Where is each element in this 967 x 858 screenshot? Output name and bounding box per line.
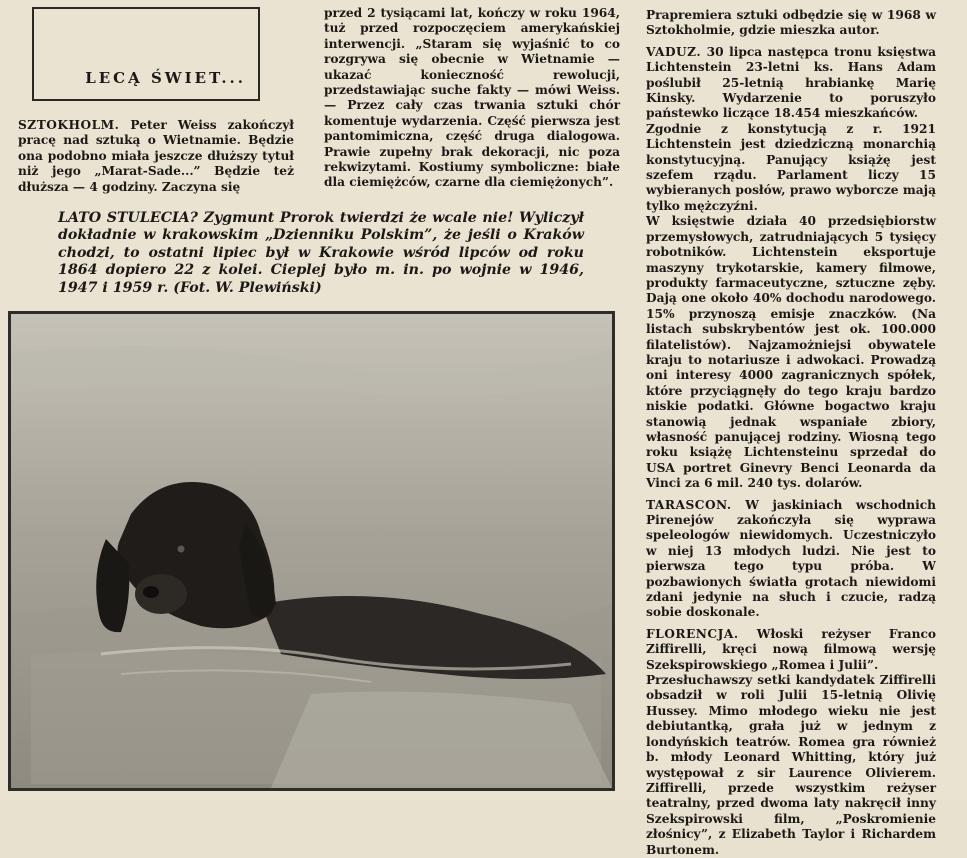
body-text: 30 lipca następca tronu księstwa Lichtenstein 23-letni ks. Hans Adam poślubił 25-letnią hrabiankę Marię Kinsky. Wydarzenie to poruszyło państewko liczące 18.454 mieszkańców. — [646, 44, 936, 121]
paragraph: W księstwie działa 40 przedsiębiorstw przemysłowych, zatrudniających 5 tysięcy robotników. Lichtenstein eksportuje maszyny trykotarskie, kamery filmowe, produkty farmaceutyczne, sztuczne zęby. Dają one około 40% dochodu narodowego. 15% przynoszą emisje znaczków. (Na listach subskrybentów jest ok. 100.000 filatelistów). Najzamożniejsi obywatele kraju to notariusze i adwokaci. Prowadzą oni interesy 4000 zagranicznych spółek, które przyciągnęły do tego kraju bardzo niskie podatki. Główne bogactwo kraju stanowią jednak wspaniałe zbiory, własność panującej rodziny. Wiosną tego roku książę Lichtensteinu sprzedał do USA portret Ginevry Benci Leonarda da Vinci za 6 mil. 240 tys. dolarów. — [646, 214, 936, 491]
section-title: LECĄ ŚWIET... — [85, 69, 246, 87]
body-text: W jaskiniach wschodnich Pirenejów zakończyła się wyprawa speleologów niewidomych. Uczestniczyło w niej 13 młodych ludzi. Nie jest to pierwsza tego typu próba. W pozbawionych światła grotach niewidomi zdani jedynie na słuch i czucie, radzą sobie doskonale. — [646, 497, 936, 620]
article-col2 — [324, 6, 620, 191]
photo-caption: LATO STULECIA? Zygmunt Prorok twierdzi że wcale nie! Wyliczył dokładnie w krakowskim „Dzienniku Polskim”, że jeśli o Kraków chodzi, to ostatni lipiec był w Krakowie wśród lipców od roku 1864 dopiero 22 z kolei. Cieplej było m. in. po wojnie w 1946, 1947 i 1959 r. (Fot. W. Plewiński) — [58, 210, 584, 296]
body-text: Peter Weiss zakończył pracę nad sztuką o Wietnamie. Będzie ona podobno miała jeszcze dłuższy tytuł niż jego „Marat-Sade...” Będzie też dłuższa — 4 godziny. Zaczyna się — [18, 118, 294, 194]
dateline: FLORENCJA. — [646, 626, 739, 641]
dateline: SZTOKHOLM. — [18, 118, 120, 132]
paragraph: Zgodnie z konstytucją z r. 1921 Lichtenstein jest dziedziczną monarchią konstytucyjną. Panujący książę jest szefem rządu. Parlament liczy 15 wybieranych posłów, prawo wyborcze mają tylko mężczyźni. — [646, 121, 936, 213]
paragraph: Przesłuchawszy setki kandydatek Ziffirelli obsadził w roli Julii 15-letnią Olivię Hussey. Mimo młodego wieku nie jest debiutantką, grała już w jednym z londyńskich teatrów. Romea gra również b. młody Leonard Whitting, który już występował z sir Laurence Olivierem. Ziffirelli, przede wszystkim reżyser teatralny, przed dwoma laty nakręcił inny Szekspirowski film, „Poskromienie złośnicy”, z Elizabeth Taylor i Richardem Burtonem. — [646, 673, 936, 857]
body-text: Włoski reżyser Franco Ziffirelli, kręci nową filmową wersję Szekspirowskiego „Romea i Julii”. — [646, 626, 936, 672]
dateline: TARASCON. — [646, 497, 732, 512]
paragraph — [646, 498, 936, 621]
section-title-box — [32, 7, 260, 101]
dateline: VADUZ. — [646, 44, 702, 59]
paragraph: Prapremiera sztuki odbędzie się w 1968 w Sztokholmie, gdzie mieszka autor. — [646, 8, 936, 38]
article-col1 — [18, 118, 294, 195]
paragraph — [18, 118, 294, 195]
photo-illustration — [11, 314, 612, 788]
paragraph: przed 2 tysiącami lat, kończy w roku 1964, tuż przed rozpoczęciem amerykańskiej interwencji. „Staram się wyjaśnić to co rozgrywa się obecnie w Wietnamie — ukazać konieczność rewolucji, przedstawiając suche fakty — mówi Weiss. — Przez cały czas trwania sztuki chór komentuje wydarzenia. Część pierwsza jest pantomimiczna, część druga dialogowa. Prawie zupełny brak dekoracji, nic poza rekwizytami. Kostiumy symboliczne: białe dla ciemiężców, czarne dla ciemiężonych”. — [324, 6, 620, 190]
article-col3 — [646, 8, 936, 858]
dog-in-water-photo — [8, 311, 615, 791]
paragraph — [646, 45, 936, 122]
paragraph — [646, 627, 936, 673]
